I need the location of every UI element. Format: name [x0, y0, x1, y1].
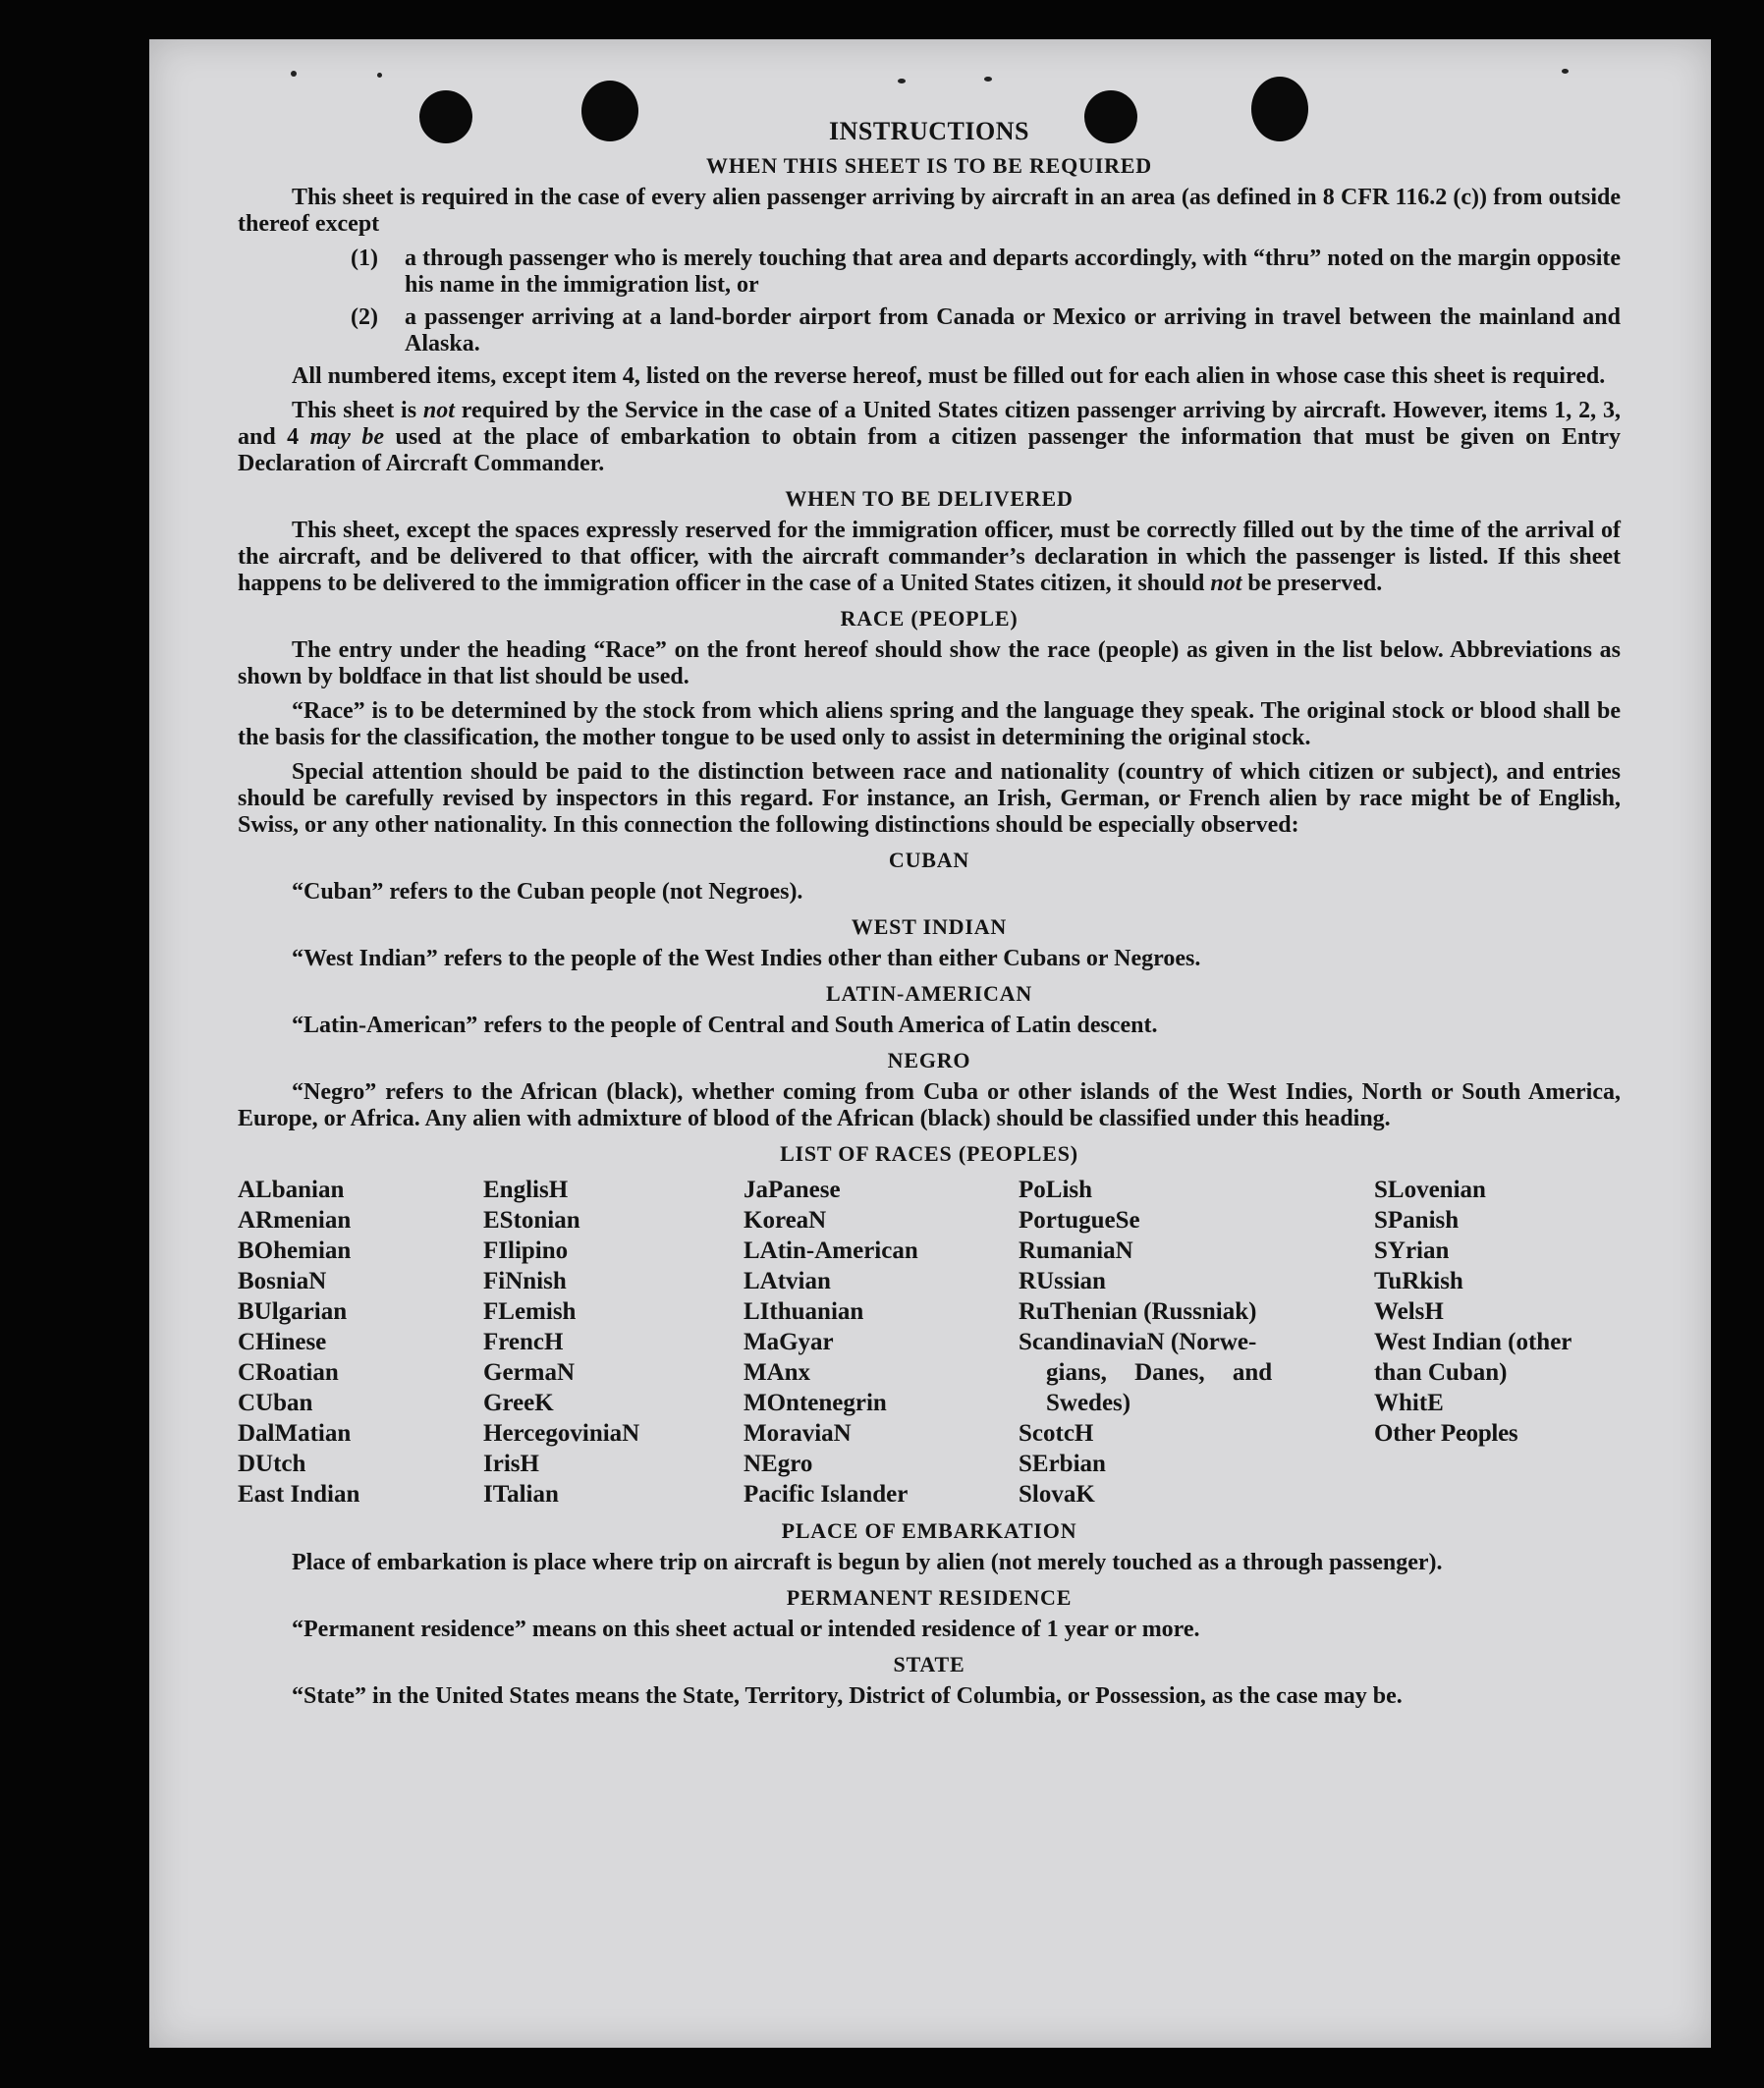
race-paragraph-2: “Race” is to be determined by the stock from which aliens spring and the language they speak. The original stock or blood shall be the basis for the classification, the mother tongue to be used only to assist in determining the original stock. — [238, 698, 1621, 750]
document-sheet — [149, 39, 1711, 2048]
race-entry: PoLish — [1019, 1177, 1093, 1203]
speck — [1562, 69, 1569, 74]
race-entry: Other Peoples — [1374, 1420, 1518, 1447]
race-entry: ARmenian — [238, 1207, 352, 1234]
race-entry: FiNnish — [483, 1268, 567, 1294]
item-number: (2) — [351, 304, 378, 330]
heading-permanent-residence: PERMANENT RESIDENCE — [786, 1585, 1073, 1610]
speck — [291, 71, 297, 77]
race-entry: MAnx — [744, 1359, 811, 1386]
race-paragraph-3: Special attention should be paid to the distinction between race and nationality (country of which citizen or subject), and entries should be carefully revised by inspectors in this regard. For instance, an Irish, German, or French alien by race might be of English, Swiss, or any other nationality. In this connection the following distinctions should be especially observed: — [238, 759, 1621, 838]
races-column-1 — [238, 1175, 483, 1510]
race-entry: DUtch — [238, 1451, 306, 1477]
race-entry: HercegoviniaN — [483, 1420, 640, 1447]
race-entry: EStonian — [483, 1207, 580, 1234]
speck — [898, 79, 906, 83]
race-entry: KoreaN — [744, 1207, 827, 1234]
race-entry: EnglisH — [483, 1177, 569, 1203]
exception-item-1 — [238, 246, 1621, 299]
race-entry: RumaniaN — [1019, 1237, 1133, 1264]
west-indian-definition: “West Indian” refers to the people of the West Indies other than either Cubans or Negroes. — [292, 946, 1201, 971]
state-definition: “State” in the United States means the State, Territory, District of Columbia, or Possession, as the case may be. — [292, 1683, 1403, 1709]
races-column-3 — [744, 1175, 1019, 1510]
required-paragraph-2: All numbered items, except item 4, listed on the reverse hereof, must be filled out for each alien in whose case this sheet is required. — [292, 363, 1606, 389]
race-entry: WelsH — [1374, 1298, 1444, 1325]
races-column-4 — [1019, 1175, 1374, 1510]
race-entry: ScandinaviaN (Norwe- — [1019, 1329, 1257, 1355]
item-text: a passenger arriving at a land-border airport from Canada or Mexico or arriving in travel between the mainland and Alaska. — [405, 304, 1621, 357]
race-entry: Pacific Islander — [744, 1481, 909, 1508]
item-number: (1) — [351, 246, 378, 271]
race-entry: SErbian — [1019, 1451, 1106, 1477]
heading-when-required: WHEN THIS SHEET IS TO BE REQUIRED — [706, 153, 1152, 178]
race-entry: JaPanese — [744, 1177, 841, 1203]
race-entry: NEgro — [744, 1451, 813, 1477]
race-entry: SPanish — [1374, 1207, 1460, 1234]
embarkation-definition: Place of embarkation is place where trip on aircraft is begun by alien (not merely touched as a through passenger). — [292, 1550, 1443, 1575]
residence-definition: “Permanent residence” means on this sheet actual or intended residence of 1 year or more. — [292, 1617, 1200, 1642]
race-entry: MoraviaN — [744, 1420, 852, 1447]
race-entry: BUlgarian — [238, 1298, 348, 1325]
delivered-paragraph: This sheet, except the spaces expressly reserved for the immigration officer, must be correctly filled out by the time of the arrival of the aircraft, and be delivered to that officer, with the aircraft commander’s declaration in which the passenger is listed. If this sheet happens to be delivered to the immigration officer in the case of a United States citizen, it should not be preserved. — [238, 518, 1621, 596]
exception-item-2 — [238, 304, 1621, 357]
race-entry: ScotcH — [1019, 1420, 1094, 1447]
race-entry: ALbanian — [238, 1177, 345, 1203]
race-entry: MaGyar — [744, 1329, 834, 1355]
race-entry: ITalian — [483, 1481, 559, 1508]
race-entry: FLemish — [483, 1298, 577, 1325]
race-entry: MOntenegrin — [744, 1390, 887, 1416]
heading-latin-american: LATIN-AMERICAN — [825, 981, 1033, 1006]
race-entry: PortugueSe — [1019, 1207, 1140, 1234]
heading-when-delivered: WHEN TO BE DELIVERED — [785, 486, 1074, 511]
speck — [377, 73, 382, 78]
race-entry: RUssian — [1019, 1268, 1106, 1294]
races-list — [238, 1175, 1621, 1510]
race-entry-continued: gians, Danes, and — [1046, 1359, 1273, 1386]
race-entry-continued: Swedes) — [1046, 1390, 1131, 1416]
race-entry: FrencH — [483, 1329, 564, 1355]
required-paragraph-3: This sheet is not required by the Service in the case of a United States citizen passenger arriving by aircraft. However, items 1, 2, 3, and 4 may be used at the place of embarkation to obtain from a citizen passenger the information that must be given on Entry Declaration of Aircraft Commander. — [238, 398, 1622, 476]
race-entry: CUban — [238, 1390, 313, 1416]
race-entry: DalMatian — [238, 1420, 352, 1447]
instructions-content — [238, 118, 1621, 1718]
race-entry: SlovaK — [1019, 1481, 1095, 1508]
race-entry-continued: than Cuban) — [1374, 1359, 1508, 1386]
race-entry: LAtvian — [744, 1268, 831, 1294]
race-entry: LIthuanian — [744, 1298, 864, 1325]
race-entry: BosniaN — [238, 1268, 327, 1294]
race-entry: CRoatian — [238, 1359, 339, 1386]
race-paragraph-1: The entry under the heading “Race” on the front hereof should show the race (people) as given in the list below. Abbreviations as shown by boldface in that list should be used. — [238, 637, 1621, 689]
race-entry: GreeK — [483, 1390, 554, 1416]
race-entry: GermaN — [483, 1359, 576, 1386]
required-intro: This sheet is required in the case of every alien passenger arriving by aircraft in an area (as defined in 8 CFR 116.2 (c)) from outside thereof except — [238, 185, 1621, 237]
race-entry: TuRkish — [1374, 1268, 1463, 1294]
heading-cuban: CUBAN — [888, 848, 970, 872]
race-entry: SLovenian — [1374, 1177, 1486, 1203]
races-column-2 — [483, 1175, 744, 1510]
race-entry: RuThenian (Russniak) — [1019, 1298, 1257, 1325]
race-entry: CHinese — [238, 1329, 327, 1355]
race-entry: BOhemian — [238, 1237, 352, 1264]
race-entry: IrisH — [483, 1451, 539, 1477]
heading-race: RACE (PEOPLE) — [840, 606, 1019, 631]
page-title: INSTRUCTIONS — [829, 117, 1029, 145]
heading-list-of-races: LIST OF RACES (PEOPLES) — [780, 1141, 1078, 1166]
race-entry: East Indian — [238, 1481, 360, 1508]
race-entry: WhitE — [1374, 1390, 1444, 1416]
speck — [984, 77, 992, 82]
heading-place-of-embarkation: PLACE OF EMBARKATION — [781, 1518, 1077, 1543]
heading-state: STATE — [893, 1652, 965, 1676]
latin-american-definition: “Latin-American” refers to the people of Central and South America of Latin descent. — [292, 1013, 1158, 1038]
item-text: a through passenger who is merely touching that area and departs accordingly, with “thru” noted on the margin opposite his name in the immigration list, or — [405, 246, 1621, 298]
cuban-definition: “Cuban” refers to the Cuban people (not Negroes). — [292, 879, 803, 905]
races-column-5 — [1374, 1175, 1621, 1510]
race-entry: West Indian (other — [1374, 1329, 1572, 1355]
heading-negro: NEGRO — [887, 1048, 971, 1072]
race-entry: SYrian — [1374, 1237, 1450, 1264]
heading-west-indian: WEST INDIAN — [851, 914, 1008, 939]
race-entry: FIlipino — [483, 1237, 569, 1264]
race-entry: LAtin-American — [744, 1237, 918, 1264]
negro-definition: “Negro” refers to the African (black), whether coming from Cuba or other islands of the West Indies, North or South America, Europe, or Africa. Any alien with admixture of blood of the African (black) should be classified under this heading. — [238, 1079, 1621, 1131]
